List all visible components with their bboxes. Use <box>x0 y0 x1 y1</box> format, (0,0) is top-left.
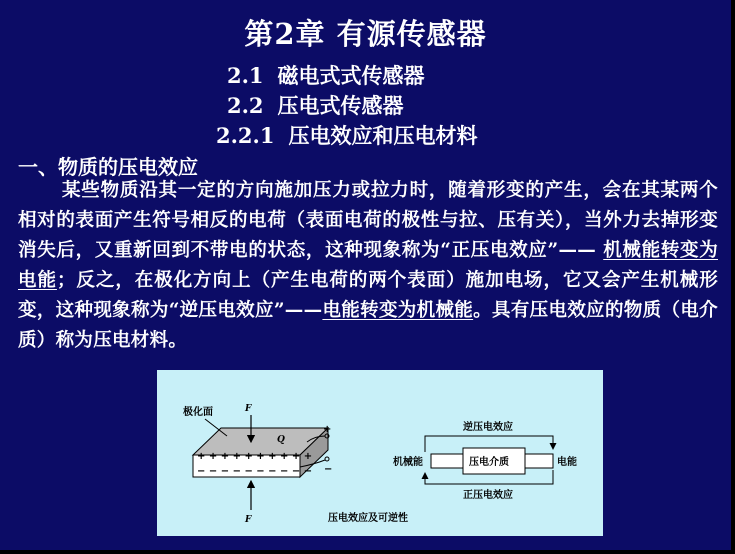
dielectric-box-label: 压电介质 <box>469 457 509 468</box>
page-title: 第2章 有源传感器 <box>244 17 487 51</box>
underlined-phrase: 电能转变为机械能 <box>322 300 474 321</box>
plus-terminal-label: + <box>323 424 332 435</box>
output-connector <box>525 454 553 468</box>
subtitle-number: 2.1 <box>227 63 264 88</box>
subtitle-2-2 <box>227 90 404 120</box>
underlined-phrase: 机械能转变为电能 <box>18 240 718 291</box>
subtitle-text: 压电效应和压电材料 <box>288 123 478 148</box>
paragraph-text: 。具有压电效应的物质（电介质）称为压电材料。 <box>18 300 718 351</box>
figure-drawing <box>157 370 603 536</box>
paragraph-text: 某些物质沿其一定的方向施加压力或拉力时，随着形变的产生，会在其某两个相对的表面产生符号相反的电荷（表面电荷的极性与拉、压有关），当外力去掉形变消失后，又重新回到不带电的状态，这种现象称为“正压电效应”—— <box>18 180 718 261</box>
paragraph-text: ；反之，在极化方向上（产生电荷的两个表面）施加电场，它又会产生机械形变，这种现象称为“逆压电效应”—— <box>18 270 719 321</box>
polarized-face-label: 极化面 <box>183 407 213 418</box>
input-connector <box>431 454 463 468</box>
subtitle-text: 压电式传感器 <box>277 93 404 118</box>
figure-caption: 压电效应及可逆性 <box>328 513 408 524</box>
subtitle-number: 2.2.1 <box>216 123 275 148</box>
electrical-energy-label: 电能 <box>557 457 577 468</box>
terminal-bottom <box>325 457 329 461</box>
piezoelectric-figure <box>157 370 603 536</box>
minus-terminal-label: − <box>324 464 333 475</box>
surface-charges-bottom: − − − − − − − − − − <box>197 466 313 477</box>
force-label-bottom: F <box>245 515 252 525</box>
subtitle-2-2-1 <box>216 120 477 150</box>
inverse-effect-label: 逆压电效应 <box>463 422 513 433</box>
charge-label: Q <box>277 435 285 445</box>
surface-charges-top: + + + + + + + + + + <box>197 451 313 462</box>
subtitle-number: 2.2 <box>227 93 264 118</box>
section-heading: 一、物质的压电效应 <box>18 155 198 179</box>
mechanical-energy-label: 机械能 <box>393 457 423 468</box>
subtitle-2-1 <box>227 60 425 90</box>
subtitle-text: 磁电式式传感器 <box>277 63 425 88</box>
body-paragraph <box>18 176 718 356</box>
direct-effect-label: 正压电效应 <box>463 490 513 501</box>
force-label-top: F <box>245 404 252 414</box>
